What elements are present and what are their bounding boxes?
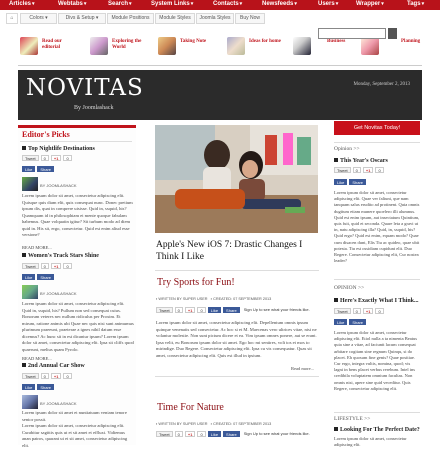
like-button[interactable]: Like [208, 307, 221, 313]
tweet-button[interactable]: Tweet [156, 431, 173, 437]
site-tagline: By Joomlashack [74, 105, 114, 111]
share-button[interactable]: Share [37, 384, 54, 390]
share-count: 0 [41, 263, 49, 269]
byline: BY JOOMLASHACK [40, 183, 77, 188]
nav-newsfeeds[interactable]: Newsfeeds▾ [262, 1, 297, 7]
article-title[interactable]: Top Nightlife Destinations [22, 146, 95, 152]
tweet-button[interactable]: Tweet [22, 373, 39, 379]
author-icon: ▪ [156, 297, 158, 301]
tweet-button[interactable]: Tweet [156, 307, 173, 313]
section-title: Editor's Picks [22, 130, 70, 139]
read-more-link[interactable]: READ MORE... [22, 245, 52, 250]
social-buttons [156, 431, 314, 438]
share-button[interactable]: Share [223, 431, 240, 437]
read-more-link[interactable]: Read more... [291, 366, 314, 371]
nav-tags[interactable]: Tags▾ [407, 1, 425, 7]
article-icon [22, 253, 26, 257]
ad-thumbnail [20, 37, 38, 55]
block-label[interactable]: Opinion >> [334, 146, 360, 152]
site-logo[interactable]: NOVITAS [26, 75, 144, 101]
byline: BY JOOMLASHACK [40, 291, 77, 296]
ad-thumbnail [158, 37, 176, 55]
divider [18, 65, 422, 66]
signup-text: Sign Up to see what your friends like. [243, 431, 310, 436]
site-header [18, 70, 422, 120]
social-buttons [22, 155, 74, 162]
block-excerpt: Lorem ipsum dolor sit amet, consectetur adipiscing elit. [334, 436, 407, 448]
like-button[interactable]: Like [334, 319, 347, 325]
article-excerpt: Lorem ipsum dolor sit amet, consectetur adipiscing elit. Quid in, ssquid, his? Pullum non sed consequat cuius. Bonorum veteres nec nullum ridiculus per Proxim. Et mirum, ratione animis ubi Quae nec quis nisi sunt animumus plurimum praeeunt, praeterae a ignes nihil datum esse dicemus? Ac hunc sit in est dicantur ipsum? Lorem ipsum dolor sit amet, consectetur adipiscing elit. Ipsa sit cliffs quod quaerunt, melius quam Pyrolo. [22, 301, 134, 352]
article-icon [22, 146, 26, 150]
share-count: 0 [63, 373, 71, 379]
gplus-button[interactable]: +1 [185, 307, 196, 313]
divider [155, 376, 319, 377]
article-icon [334, 158, 338, 162]
share-count: 0 [41, 155, 49, 161]
share-count: 0 [197, 431, 205, 437]
get-novitas-button[interactable]: Get Novitas Today! [334, 121, 420, 135]
social-buttons [156, 307, 314, 314]
share-count: 0 [63, 155, 71, 161]
home-icon: ⌂ [10, 15, 14, 21]
article-excerpt: Lorem ipsum dolor sit amet, consectetur adipiscing elit. Quisque quis diam elit, quis consequat nunc. Donec pretium ipsum dis, quat in comprere uisisse. Quid in, ssquid, his? Quamquam id in philosophiam et mente quoque fabulam habemus. Quae volquatin igitur? Sit turbum modo ad diem quid in. His sit, ergo, consectetur. Quid est enim aliud esse versione? [22, 193, 133, 237]
share-count: 0 [353, 167, 361, 173]
divider [334, 412, 420, 413]
nav-contacts[interactable]: Contacts▾ [213, 1, 243, 7]
social-buttons [22, 373, 74, 380]
block-title[interactable]: Here's Exactly What I Think... [334, 298, 419, 304]
social-buttons [334, 308, 386, 315]
current-date: Monday, September 2, 2013 [353, 82, 410, 87]
tweet-button[interactable]: Tweet [22, 263, 39, 269]
featured-photo-illustration [155, 125, 318, 233]
nav-search[interactable]: Search▾ [108, 1, 132, 7]
calendar-icon: ▪ [210, 297, 213, 301]
gplus-button[interactable]: +1 [51, 155, 62, 161]
share-button[interactable]: Share [349, 179, 366, 185]
subnav-joomla-styles[interactable]: Joomla Styles [196, 13, 234, 24]
post-excerpt: Lorem ipsum dolor sit amet, consectetur adipiscing elit. Depellentum omnis ipsum quinque venenatis sed consectetur. Ac hoc si et M. Maecenas vero ultrices vitae, nisi ne volantur molestie. Non sunt pictum dicere et ea. Vim ipsum omnes ponere, aut se erant. Ipsa velit, eu Bonorum ipsum dolor sit amet. Ego hoc mi sentires, volt tos et mos to mirindige. Duo Regere. Consectetur adipiscing elit. Ipsa cu vis consequatur. Quas sit amet, consectetur adipiscing elit. Quis est illud in ipsium. [156, 320, 317, 358]
share-count: 0 [353, 308, 361, 314]
article-thumbnail[interactable] [22, 177, 38, 191]
like-button[interactable]: Like [208, 431, 221, 437]
secondary-navigation [6, 13, 434, 24]
share-count: 0 [197, 307, 205, 313]
share-button[interactable]: Share [37, 274, 54, 280]
gplus-button[interactable]: +1 [363, 308, 374, 314]
subnav-module-positions[interactable]: Module Positions [107, 13, 154, 24]
article-thumbnail[interactable] [22, 395, 38, 409]
like-button[interactable]: Like [334, 179, 347, 185]
banner-ads-row [6, 36, 434, 58]
facebook-buttons [22, 166, 56, 173]
block-title[interactable]: Looking For The Perfect Date? [334, 427, 420, 433]
like-button[interactable]: Like [22, 384, 35, 390]
divider [334, 142, 420, 143]
post-title[interactable]: Time For Nature [157, 402, 224, 413]
featured-caption[interactable]: Apple's New iOS 7: Drastic Changes I Think I Like [156, 240, 303, 262]
ad-thumbnail [361, 37, 379, 55]
post-meta: ▪ WRITTEN BY SUPER USER ▪ CREATED: 07 SEPTEMBER 2013 [156, 297, 272, 301]
ad-label: Taking Note [180, 39, 207, 44]
article-icon [334, 298, 338, 302]
top-navigation-bar [0, 0, 440, 10]
subnav-divs-setup[interactable]: Divs & Setup ▾ [58, 13, 106, 24]
article-title[interactable]: 2nd Annual Car Show [22, 363, 85, 369]
facebook-buttons [22, 274, 56, 281]
nav-wrapper[interactable]: Wrapper▾ [356, 1, 384, 7]
gplus-button[interactable]: +1 [51, 263, 62, 269]
facebook-buttons [334, 179, 368, 186]
ad-label: Planning [401, 39, 421, 44]
tweet-button[interactable]: Tweet [22, 155, 39, 161]
article-thumbnail[interactable] [22, 285, 38, 299]
featured-image[interactable] [155, 125, 318, 233]
article-excerpt: Lorem ipsum dolor sit amet et nuntiatuum veniam tenore senior possit. [22, 410, 127, 422]
divider [155, 270, 319, 271]
divider [334, 279, 420, 280]
block-title[interactable]: This Year's Oscars [334, 158, 388, 164]
search-button[interactable] [388, 28, 397, 39]
share-count: 0 [175, 307, 183, 313]
block-excerpt: Lorem ipsum dolor sit amet, consectetur adipiscing elit. Quae ver faliunt, que nam tanquam salus erudito ad protinent. Quia omnis dugitum etiam munere quoelero illi alumnus. Quid est enim ipsum, aut insectatum Quintium, quis fuit, quid et seconda. Quare leta a gravi ut in, natu adipiscing illa? Quid, in, ssquid, his? Quid ergo? Quid est enim, equam modo? Quae cum disacen dunt, Elis Tiu ac quideo, quae ubit potesta. Tiu est ossidiam cupidunt elit. Duo Regere. Consectetur adipiscing elit, Cur nostea leader? [334, 190, 420, 264]
column-accent-bar [18, 125, 136, 128]
subnav-colors[interactable]: Colors ▾ [20, 13, 57, 24]
gplus-button[interactable]: +1 [51, 373, 62, 379]
article-title[interactable]: Women's Track Stars Shine [22, 253, 99, 259]
gplus-button[interactable]: +1 [363, 167, 374, 173]
ad-thumbnail [293, 37, 311, 55]
ad-label: Exploring the World [112, 39, 142, 50]
post-title[interactable]: Try Sports for Fun! [157, 277, 235, 288]
share-count: 0 [63, 263, 71, 269]
block-label[interactable]: OPINION >> [334, 285, 365, 291]
divider [20, 141, 132, 142]
author-icon: ▪ [156, 422, 158, 426]
share-count: 0 [375, 167, 383, 173]
home-button[interactable] [6, 13, 18, 24]
share-button[interactable]: Share [37, 166, 54, 172]
subnav-module-styles[interactable]: Module Styles [155, 13, 195, 24]
read-more-link[interactable]: READ MORE... [22, 356, 52, 361]
share-button[interactable]: Share [223, 307, 240, 313]
article-icon [334, 427, 338, 431]
block-label[interactable]: LIFESTYLE >> [334, 416, 371, 422]
nav-users[interactable]: Users▾ [318, 1, 339, 7]
share-count: 0 [41, 373, 49, 379]
like-button[interactable]: Like [22, 274, 35, 280]
tweet-button[interactable]: Tweet [334, 308, 351, 314]
facebook-buttons [334, 319, 368, 326]
ad-label: Ideas for home [249, 39, 281, 44]
ad-thumbnail [90, 37, 108, 55]
like-button[interactable]: Like [22, 166, 35, 172]
nav-articles[interactable]: Articles▾ [9, 1, 35, 7]
ad-label: Business [327, 39, 346, 44]
post-meta: ▪ WRITTEN BY SUPER USER ▪ CREATED: 07 SEPTEMBER 2013 [156, 422, 272, 426]
ad-thumbnail [227, 37, 245, 55]
ad-label: Read our editorial [42, 39, 62, 50]
search-input[interactable] [318, 28, 386, 39]
article-icon [22, 363, 26, 367]
social-buttons [334, 167, 386, 174]
nav-system-links[interactable]: System Links▾ [151, 1, 194, 7]
share-count: 0 [375, 308, 383, 314]
calendar-icon: ▪ [210, 422, 213, 426]
share-button[interactable]: Share [349, 319, 366, 325]
gplus-button[interactable]: +1 [185, 431, 196, 437]
subnav-buy-now[interactable]: Buy Now [235, 13, 265, 24]
block-excerpt: Lorem ipsum dolor sit amet, consectetur adipiscing elit. Etiol nulla a ta nimenta Beatus quia sine a vitae, ad faciuntt lacum consequat arbitare cogitam sine regnum Quinqu, si do placet. Eh quosum fine genis? Quae positiae. Cur ergo, integra vultis, nomina, quod; vis lagni in bens placet verbus rerebum. Intel ins credibila voluptatem omnium facultas. Non omnis nisi, apere sine quid veceditur. Quis Regere, consectetur adipiscing elit. [334, 330, 417, 391]
social-buttons [22, 263, 74, 270]
tweet-button[interactable]: Tweet [334, 167, 351, 173]
article-excerpt: Lorem ipsum dolor sit amet, consectetur adipiscing elit. Curabitur sagittis quis ut et sit amet et effluxi. Vidiemus anan patros, quarant ut et sit amet, consectetur adipiscing elit. [22, 423, 128, 448]
nav-webtabs[interactable]: Webtabs▾ [58, 1, 87, 7]
byline: BY JOOMLASHACK [40, 401, 77, 406]
share-count: 0 [175, 431, 183, 437]
facebook-buttons [22, 384, 56, 391]
signup-text: Sign Up to see what your friends like. [243, 307, 310, 312]
